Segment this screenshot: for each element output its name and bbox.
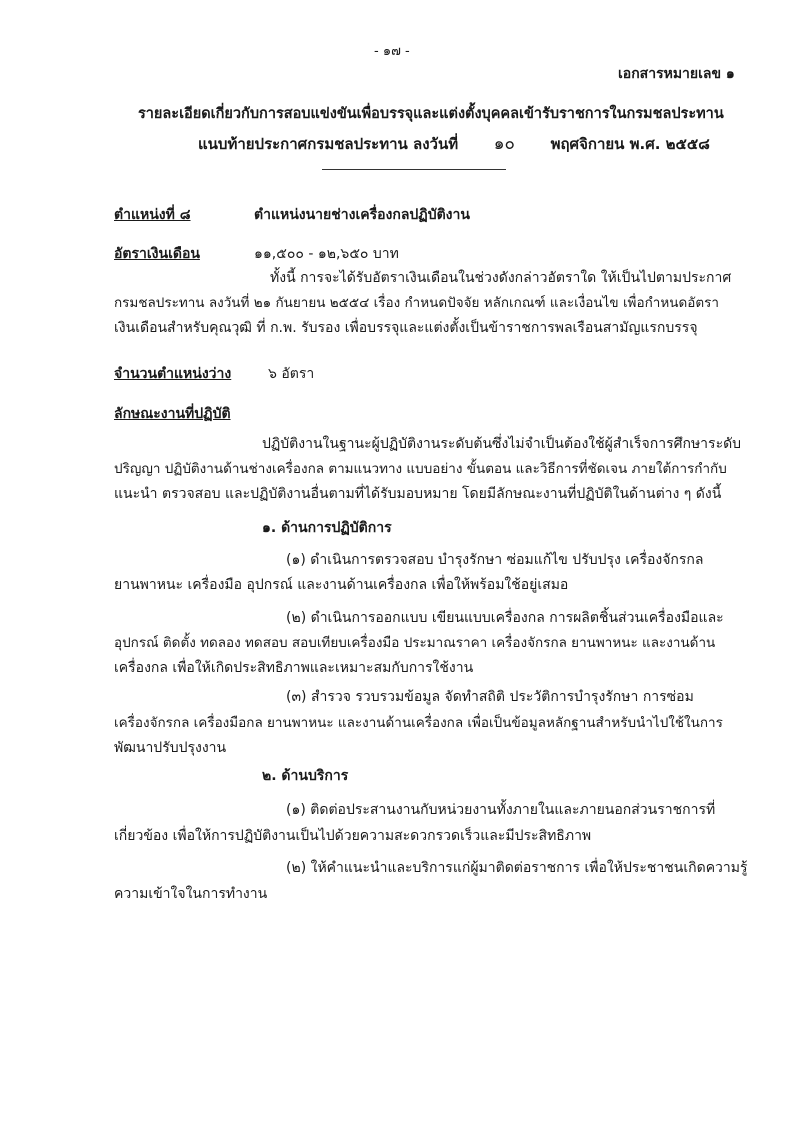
salary-note-line2: กรมชลประทาน ลงวันที่ ๒๑ กันยายน ๒๕๕๔ เรื่อง กำหนดปัจจัย หลักเกณฑ์ และเงื่อนไข เพื่อกำหนดอัตรา	[114, 295, 719, 311]
s1-item2-line1: (๒) ดำเนินการออกแบบ เขียนแบบเครื่องกล การผลิตชิ้นส่วนเครื่องมือและ	[286, 610, 724, 626]
title-date-prefix: แนบท้ายประกาศกรมชลประทาน ลงวันที่	[198, 135, 459, 153]
s1-item1-line1: (๑) ดำเนินการตรวจสอบ บำรุงรักษา ซ่อมแก้ไข ปรับปรุง เครื่องจักรกล	[286, 552, 704, 568]
s1-item3-line1: (๓) สำรวจ รวบรวมข้อมูล จัดทำสถิติ ประวัติการบำรุงรักษา การซ่อม	[286, 689, 694, 705]
salary-value: ๑๑,๕๐๐ - ๑๒,๖๕๐ บาท	[254, 246, 399, 262]
position-value: ตำแหน่งนายช่างเครื่องกลปฏิบัติงาน	[254, 207, 470, 223]
duties-intro-line3: แนะนำ ตรวจสอบ และปฏิบัติงานอื่นตามที่ได้รับมอบหมาย โดยมีลักษณะงานที่ปฏิบัติในด้านต่าง ๆ ดังนี้	[114, 486, 722, 502]
title-date-month-year: พฤศจิกายน พ.ศ. ๒๕๕๘	[550, 135, 710, 153]
s2-item1-line2: เกี่ยวข้อง เพื่อให้การปฏิบัติงานเป็นไปด้วยความสะดวกรวดเร็วและมีประสิทธิภาพ	[114, 828, 592, 844]
duties-intro-line1: ปฏิบัติงานในฐานะผู้ปฏิบัติงานระดับต้นซึ่งไม่จำเป็นต้องใช้ผู้สำเร็จการศึกษาระดับ	[262, 436, 742, 452]
salary-note-line1: ทั้งนี้ การจะได้รับอัตราเงินเดือนในช่วงดังกล่าวอัตราใด ให้เป็นไปตามประกาศ	[270, 270, 732, 286]
s2-item1-line1: (๑) ติดต่อประสานงานกับหน่วยงานทั้งภายในและภายนอกส่วนราชการที่	[286, 802, 716, 818]
s2-item2-line1: (๒) ให้คำแนะนำและบริการแก่ผู้มาติดต่อราชการ เพื่อให้ประชาชนเกิดความรู้	[286, 860, 748, 876]
s1-item3-line3: พัฒนาปรับปรุงงาน	[114, 740, 227, 756]
document-title-line2	[198, 130, 710, 157]
position-label: ตำแหน่งที่ ๘	[114, 207, 191, 223]
vacancies-label: จำนวนตำแหน่งว่าง	[114, 366, 232, 382]
vacancies-value: ๖ อัตรา	[268, 366, 315, 382]
s1-item1-line2: ยานพาหนะ เครื่องมือ อุปกรณ์ และงานด้านเครื่องกล เพื่อให้พร้อมใช้อยู่เสมอ	[114, 577, 569, 593]
document-title-line1: รายละเอียดเกี่ยวกับการสอบแข่งขันเพื่อบรรจุและแต่งตั้งบุคคลเข้ารับราชการในกรมชลประทาน	[138, 106, 724, 122]
title-date-day: ๑๐	[493, 134, 515, 154]
s2-item2-line2: ความเข้าใจในการทำงาน	[114, 886, 268, 902]
s1-item2-line3: เครื่องกล เพื่อให้เกิดประสิทธิภาพและเหมาะสมกับการใช้งาน	[114, 660, 474, 676]
section2-title: ๒. ด้านบริการ	[262, 768, 349, 784]
salary-label: อัตราเงินเดือน	[114, 246, 200, 262]
section1-title: ๑. ด้านการปฏิบัติการ	[262, 520, 392, 536]
salary-note-line3: เงินเดือนสำหรับคุณวุฒิ ที่ ก.พ. รับรอง เพื่อบรรจุและแต่งตั้งเป็นข้าราชการพลเรือนสามัญแรกบรรจุ	[114, 320, 698, 336]
title-divider	[322, 169, 506, 170]
s1-item2-line2: อุปกรณ์ ติดตั้ง ทดลอง ทดสอบ สอบเทียบเครื่องมือ ประมาณราคา เครื่องจักรกล ยานพาหนะ และงานด้าน	[114, 635, 716, 651]
duties-label: ลักษณะงานที่ปฏิบัติ	[114, 406, 231, 422]
page-number: - ๑๗ -	[374, 44, 410, 59]
duties-intro-line2: ปริญญา ปฏิบัติงานด้านช่างเครื่องกล ตามแนวทาง แบบอย่าง ขั้นตอน และวิธีการที่ชัดเจน ภายใต้การกำกับ	[114, 461, 727, 477]
document-reference: เอกสารหมายเลข ๑	[618, 66, 735, 82]
s1-item3-line2: เครื่องจักรกล เครื่องมือกล ยานพาหนะ และงานด้านเครื่องกล เพื่อเป็นข้อมูลหลักฐานสำหรับนำไปใช้ในการ	[114, 715, 723, 731]
